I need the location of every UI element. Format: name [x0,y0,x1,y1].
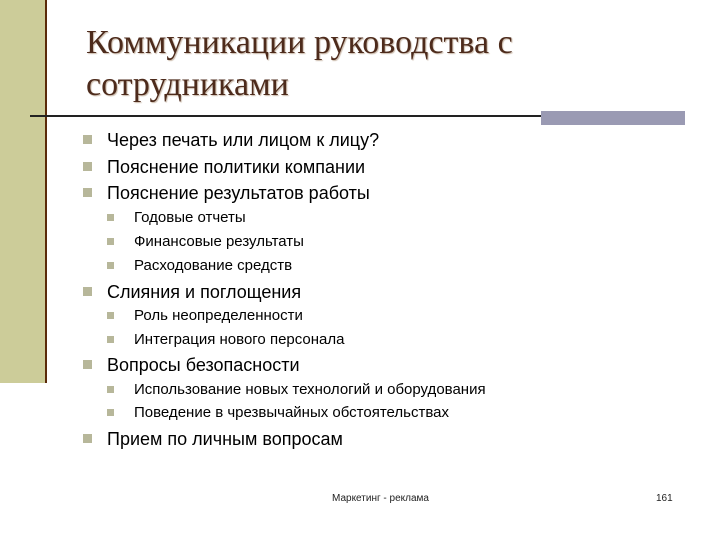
sub-bullet-text: Роль неопределенности [134,307,303,324]
square-bullet-icon [83,360,92,369]
bullet-item [83,182,370,204]
sub-bullet-text: Интеграция нового персонала [134,331,345,348]
bullet-item [83,354,300,376]
sub-bullet-text: Использование новых технологий и оборудования [134,381,486,398]
page-number: 161 [656,493,673,504]
bullet-text: Слияния и поглощения [107,282,302,302]
square-bullet-icon [107,214,114,221]
sub-bullet-text: Расходование средств [134,257,293,274]
bullet-item [83,156,365,178]
sub-bullet-item [107,208,246,228]
square-bullet-icon [107,262,114,269]
bullet-text: Пояснение результатов работы [107,183,370,203]
sub-bullet-text: Финансовые результаты [134,233,304,250]
square-bullet-icon [83,434,92,443]
slide-title: Коммуникации руководства с сотрудниками [86,24,513,103]
bullet-text: Вопросы безопасности [107,355,300,375]
sub-bullet-text: Поведение в чрезвычайных обстоятельствах [134,404,449,421]
bullet-item [83,129,379,151]
square-bullet-icon [83,162,92,171]
sub-bullet-text: Годовые отчеты [134,209,246,226]
bullet-text: Прием по личным вопросам [107,429,343,449]
square-bullet-icon [107,312,114,319]
sub-bullet-item [107,232,304,252]
square-bullet-icon [83,188,92,197]
bullet-item [83,281,301,303]
bullet-item [83,428,343,450]
square-bullet-icon [107,238,114,245]
square-bullet-icon [107,386,114,393]
sub-bullet-item [107,306,303,326]
sub-bullet-item [107,380,486,400]
sub-bullet-item [107,330,344,350]
square-bullet-icon [83,287,92,296]
bullet-text: Пояснение политики компании [107,157,366,177]
sub-bullet-item [107,256,292,276]
footer-text: Маркетинг - реклама [332,493,429,504]
square-bullet-icon [83,135,92,144]
square-bullet-icon [107,409,114,416]
square-bullet-icon [107,336,114,343]
sub-bullet-item [107,403,449,423]
bullet-text: Через печать или лицом к лицу? [107,130,380,150]
